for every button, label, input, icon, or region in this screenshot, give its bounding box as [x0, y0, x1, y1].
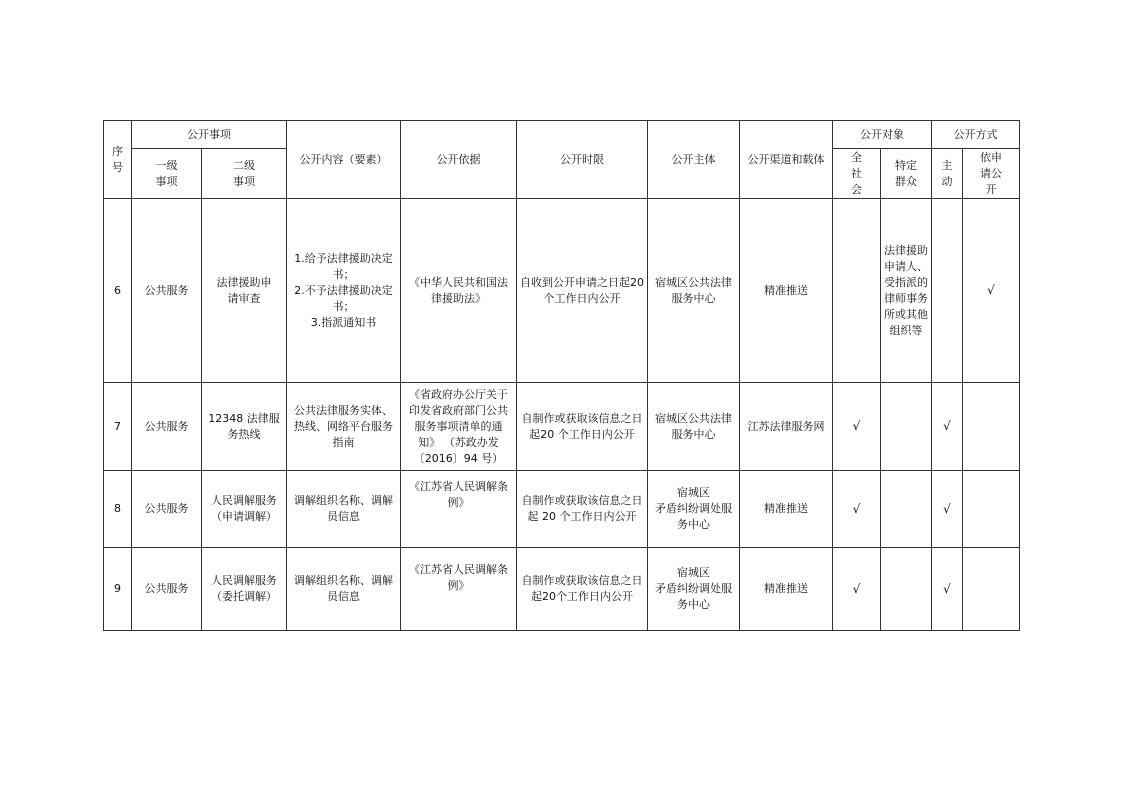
table-row: [104, 471, 1020, 548]
row-level1: 公共服务: [132, 383, 202, 471]
row-level1: 公共服务: [132, 548, 202, 631]
row-level1: 公共服务: [132, 471, 202, 548]
row-content: 调解组织名称、调解员信息: [287, 471, 401, 548]
row-target-specific: [881, 471, 932, 548]
row-level2: 法律援助申请审查: [202, 199, 287, 383]
row-channel: 精准推送: [740, 199, 833, 383]
row-time-limit: 自制作或获取该信息之日起 20 个工作日内公开: [517, 471, 648, 548]
row-method-apply: [963, 548, 1020, 631]
row-subject: 宿城区公共法律服务中心: [648, 383, 740, 471]
header-target-specific: 特定群众: [881, 149, 932, 199]
check-mark: √: [852, 581, 861, 596]
row-seq: 8: [104, 471, 132, 548]
row-level2: 人民调解服务（申请调解）: [202, 471, 287, 548]
row-basis: 《江苏省人民调解条例》: [401, 471, 517, 548]
header-channel: 公开渠道和载体: [740, 121, 833, 199]
row-channel: 精准推送: [740, 548, 833, 631]
row-content: [287, 199, 401, 383]
row-level2: 12348 法律服务热线: [202, 383, 287, 471]
subject-line: 矛盾纠纷调处服务中心: [655, 502, 732, 531]
check-mark: √: [943, 581, 951, 596]
subject-line: 矛盾纠纷调处服务中心: [655, 582, 732, 611]
header-content: 公开内容（要素）: [287, 121, 401, 199]
header-level1: 一级事项: [132, 149, 202, 199]
content-line: 1.给予法律援助决定书；: [294, 251, 393, 281]
check-mark: √: [852, 419, 861, 433]
row-level1: 公共服务: [132, 199, 202, 383]
row-basis: 《省政府办公厅关于印发省政府部门公共服务事项清单的通知》 （苏政办发〔2016〕94 号）: [401, 383, 517, 471]
row-seq: 9: [104, 548, 132, 631]
row-target-specific: [881, 383, 932, 471]
row-level2: 人民调解服务（委托调解）: [202, 548, 287, 631]
check-mark: √: [987, 283, 995, 297]
row-target-specific: [881, 548, 932, 631]
header-items-group: 公开事项: [132, 121, 287, 149]
row-method-apply: [963, 471, 1020, 548]
content-line: 2.不予法律援助决定书；: [294, 283, 393, 313]
table-row: [104, 383, 1020, 471]
row-basis: 《江苏省人民调解条例》: [401, 548, 517, 631]
header-basis: 公开依据: [401, 121, 517, 199]
check-mark: √: [852, 501, 861, 516]
row-seq: 6: [104, 199, 132, 383]
subject-line: 宿城区: [677, 486, 710, 499]
row-target-specific: 法律援助申请人、受指派的律师事务所或其他组织等: [881, 199, 932, 383]
row-method-active: [932, 199, 963, 383]
header-method-active: 主动: [932, 149, 963, 199]
disclosure-table: [103, 120, 1020, 631]
row-method-apply: [963, 383, 1020, 471]
row-time-limit: 自制作或获取该信息之日起20个工作日内公开: [517, 548, 648, 631]
row-target-all: [833, 471, 881, 548]
row-seq: 7: [104, 383, 132, 471]
header-row-1: [104, 121, 1020, 149]
header-level2: 二级事项: [202, 149, 287, 199]
row-time-limit: 自收到公开申请之日起20个工作日内公开: [517, 199, 648, 383]
row-method-active: [932, 471, 963, 548]
check-mark: √: [943, 419, 951, 433]
row-method-active: [932, 548, 963, 631]
header-method-group: 公开方式: [932, 121, 1020, 149]
header-target-all: 全社会: [833, 149, 881, 199]
row-content: 公共法律服务实体、热线、网络平台服务指南: [287, 383, 401, 471]
row-method-apply: [963, 199, 1020, 383]
content-line: 3.指派通知书: [310, 315, 377, 329]
row-subject: 宿城区公共法律服务中心: [648, 199, 740, 383]
subject-line: 宿城区: [677, 566, 710, 579]
header-method-apply: 依申请公开: [963, 149, 1020, 199]
row-channel: 精准推送: [740, 471, 833, 548]
header-time-limit: 公开时限: [517, 121, 648, 199]
table-row: [104, 199, 1020, 383]
header-subject: 公开主体: [648, 121, 740, 199]
row-target-all: [833, 199, 881, 383]
row-channel: 江苏法律服务网: [740, 383, 833, 471]
row-basis: 《中华人民共和国法律援助法》: [401, 199, 517, 383]
row-target-all: [833, 383, 881, 471]
row-subject: [648, 471, 740, 548]
header-target-group: 公开对象: [833, 121, 932, 149]
header-seq: 序号: [104, 121, 132, 199]
check-mark: √: [943, 501, 951, 516]
row-content: 调解组织名称、调解员信息: [287, 548, 401, 631]
row-target-all: [833, 548, 881, 631]
table-row: [104, 548, 1020, 631]
row-subject: [648, 548, 740, 631]
row-method-active: [932, 383, 963, 471]
row-time-limit: 自制作或获取该信息之日起20 个工作日内公开: [517, 383, 648, 471]
